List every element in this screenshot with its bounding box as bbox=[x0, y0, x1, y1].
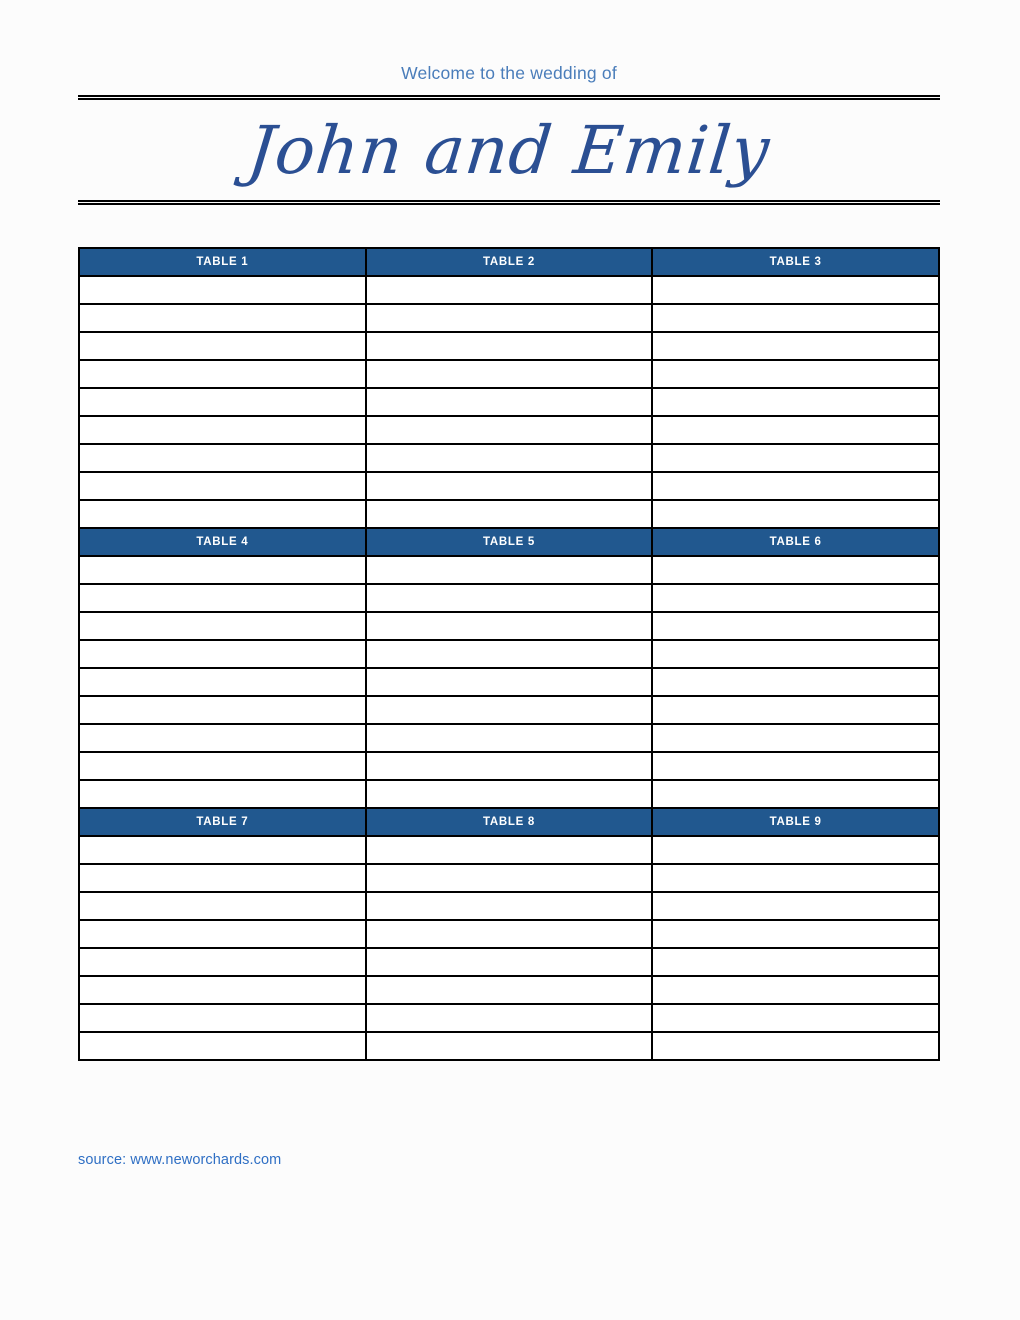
welcome-text: Welcome to the wedding of bbox=[401, 63, 617, 83]
guest-name-cell[interactable] bbox=[652, 388, 939, 416]
guest-name-cell[interactable] bbox=[366, 752, 653, 780]
guest-name-cell[interactable] bbox=[652, 724, 939, 752]
table-row bbox=[79, 780, 939, 808]
couple-title bbox=[78, 104, 940, 198]
table-header-cell: TABLE 1 bbox=[79, 248, 366, 276]
double-rule-bottom bbox=[78, 200, 940, 205]
guest-name-cell[interactable] bbox=[366, 696, 653, 724]
seating-body bbox=[79, 248, 939, 1060]
table-row bbox=[79, 612, 939, 640]
guest-name-cell[interactable] bbox=[79, 1004, 366, 1032]
table-row bbox=[79, 892, 939, 920]
guest-name-cell[interactable] bbox=[366, 1032, 653, 1060]
table-row bbox=[79, 668, 939, 696]
guest-name-cell[interactable] bbox=[366, 976, 653, 1004]
table-header-row bbox=[79, 808, 939, 836]
table-row bbox=[79, 752, 939, 780]
guest-name-cell[interactable] bbox=[79, 920, 366, 948]
guest-name-cell[interactable] bbox=[652, 612, 939, 640]
guest-name-cell[interactable] bbox=[366, 276, 653, 304]
guest-name-cell[interactable] bbox=[79, 444, 366, 472]
guest-name-cell[interactable] bbox=[652, 416, 939, 444]
guest-name-cell[interactable] bbox=[366, 1004, 653, 1032]
table-header-cell: TABLE 7 bbox=[79, 808, 366, 836]
table-row bbox=[79, 1004, 939, 1032]
table-row bbox=[79, 444, 939, 472]
guest-name-cell[interactable] bbox=[79, 416, 366, 444]
guest-name-cell[interactable] bbox=[79, 360, 366, 388]
double-rule-top bbox=[78, 95, 940, 100]
guest-name-cell[interactable] bbox=[652, 892, 939, 920]
guest-name-cell[interactable] bbox=[366, 332, 653, 360]
guest-name-cell[interactable] bbox=[652, 640, 939, 668]
table-row bbox=[79, 696, 939, 724]
guest-name-cell[interactable] bbox=[79, 780, 366, 808]
table-header-cell: TABLE 3 bbox=[652, 248, 939, 276]
table-row bbox=[79, 360, 939, 388]
guest-name-cell[interactable] bbox=[366, 500, 653, 528]
table-row bbox=[79, 276, 939, 304]
table-header-cell: TABLE 2 bbox=[366, 248, 653, 276]
guest-name-cell[interactable] bbox=[652, 976, 939, 1004]
guest-name-cell[interactable] bbox=[79, 500, 366, 528]
guest-name-cell[interactable] bbox=[652, 1032, 939, 1060]
table-row bbox=[79, 640, 939, 668]
guest-name-cell[interactable] bbox=[79, 752, 366, 780]
guest-name-cell[interactable] bbox=[79, 640, 366, 668]
guest-name-cell[interactable] bbox=[366, 556, 653, 584]
guest-name-cell[interactable] bbox=[652, 332, 939, 360]
guest-name-cell[interactable] bbox=[366, 388, 653, 416]
guest-name-cell[interactable] bbox=[652, 472, 939, 500]
guest-name-cell[interactable] bbox=[652, 864, 939, 892]
guest-name-cell[interactable] bbox=[652, 304, 939, 332]
guest-name-cell[interactable] bbox=[366, 612, 653, 640]
table-row bbox=[79, 920, 939, 948]
table-row bbox=[79, 500, 939, 528]
table-row bbox=[79, 1032, 939, 1060]
guest-name-cell[interactable] bbox=[79, 976, 366, 1004]
guest-name-cell[interactable] bbox=[652, 1004, 939, 1032]
guest-name-cell[interactable] bbox=[79, 864, 366, 892]
guest-name-cell[interactable] bbox=[79, 388, 366, 416]
guest-name-cell[interactable] bbox=[652, 780, 939, 808]
guest-name-cell[interactable] bbox=[79, 948, 366, 976]
guest-name-cell[interactable] bbox=[366, 836, 653, 864]
guest-name-cell[interactable] bbox=[366, 444, 653, 472]
guest-name-cell[interactable] bbox=[366, 640, 653, 668]
guest-name-cell[interactable] bbox=[366, 920, 653, 948]
guest-name-cell[interactable] bbox=[79, 696, 366, 724]
couple-names: John and Emily bbox=[244, 112, 774, 189]
guest-name-cell[interactable] bbox=[366, 416, 653, 444]
welcome-heading bbox=[78, 62, 940, 84]
table-row bbox=[79, 584, 939, 612]
guest-name-cell[interactable] bbox=[79, 332, 366, 360]
table-row bbox=[79, 724, 939, 752]
guest-name-cell[interactable] bbox=[79, 612, 366, 640]
guest-name-cell[interactable] bbox=[652, 668, 939, 696]
guest-name-cell[interactable] bbox=[652, 920, 939, 948]
table-row bbox=[79, 864, 939, 892]
guest-name-cell[interactable] bbox=[652, 696, 939, 724]
guest-name-cell[interactable] bbox=[652, 444, 939, 472]
guest-name-cell[interactable] bbox=[79, 668, 366, 696]
guest-name-cell[interactable] bbox=[366, 360, 653, 388]
table-header-cell: TABLE 9 bbox=[652, 808, 939, 836]
table-header-row bbox=[79, 528, 939, 556]
guest-name-cell[interactable] bbox=[652, 752, 939, 780]
guest-name-cell[interactable] bbox=[366, 668, 653, 696]
guest-name-cell[interactable] bbox=[79, 584, 366, 612]
guest-name-cell[interactable] bbox=[366, 304, 653, 332]
table-header-cell: TABLE 5 bbox=[366, 528, 653, 556]
table-header-cell: TABLE 4 bbox=[79, 528, 366, 556]
source-note: source: www.neworchards.com bbox=[78, 1152, 282, 1168]
table-row bbox=[79, 388, 939, 416]
table-row bbox=[79, 416, 939, 444]
guest-name-cell[interactable] bbox=[366, 724, 653, 752]
table-row bbox=[79, 556, 939, 584]
guest-name-cell[interactable] bbox=[79, 724, 366, 752]
guest-name-cell[interactable] bbox=[652, 500, 939, 528]
table-row bbox=[79, 472, 939, 500]
guest-name-cell[interactable] bbox=[366, 584, 653, 612]
guest-name-cell[interactable] bbox=[79, 304, 366, 332]
guest-name-cell[interactable] bbox=[79, 1032, 366, 1060]
guest-name-cell[interactable] bbox=[366, 892, 653, 920]
guest-name-cell[interactable] bbox=[79, 836, 366, 864]
table-header-row bbox=[79, 248, 939, 276]
guest-name-cell[interactable] bbox=[652, 556, 939, 584]
guest-name-cell[interactable] bbox=[652, 584, 939, 612]
guest-name-cell[interactable] bbox=[652, 948, 939, 976]
table-row bbox=[79, 976, 939, 1004]
guest-name-cell[interactable] bbox=[366, 472, 653, 500]
table-row bbox=[79, 836, 939, 864]
seating-table bbox=[78, 247, 940, 1061]
guest-name-cell[interactable] bbox=[79, 556, 366, 584]
table-row bbox=[79, 948, 939, 976]
guest-name-cell[interactable] bbox=[366, 864, 653, 892]
guest-name-cell[interactable] bbox=[652, 276, 939, 304]
guest-name-cell[interactable] bbox=[79, 276, 366, 304]
guest-name-cell[interactable] bbox=[652, 360, 939, 388]
guest-name-cell[interactable] bbox=[652, 836, 939, 864]
guest-name-cell[interactable] bbox=[366, 948, 653, 976]
guest-name-cell[interactable] bbox=[366, 780, 653, 808]
table-row bbox=[79, 332, 939, 360]
table-row bbox=[79, 304, 939, 332]
guest-name-cell[interactable] bbox=[79, 472, 366, 500]
table-header-cell: TABLE 8 bbox=[366, 808, 653, 836]
guest-name-cell[interactable] bbox=[79, 892, 366, 920]
table-header-cell: TABLE 6 bbox=[652, 528, 939, 556]
